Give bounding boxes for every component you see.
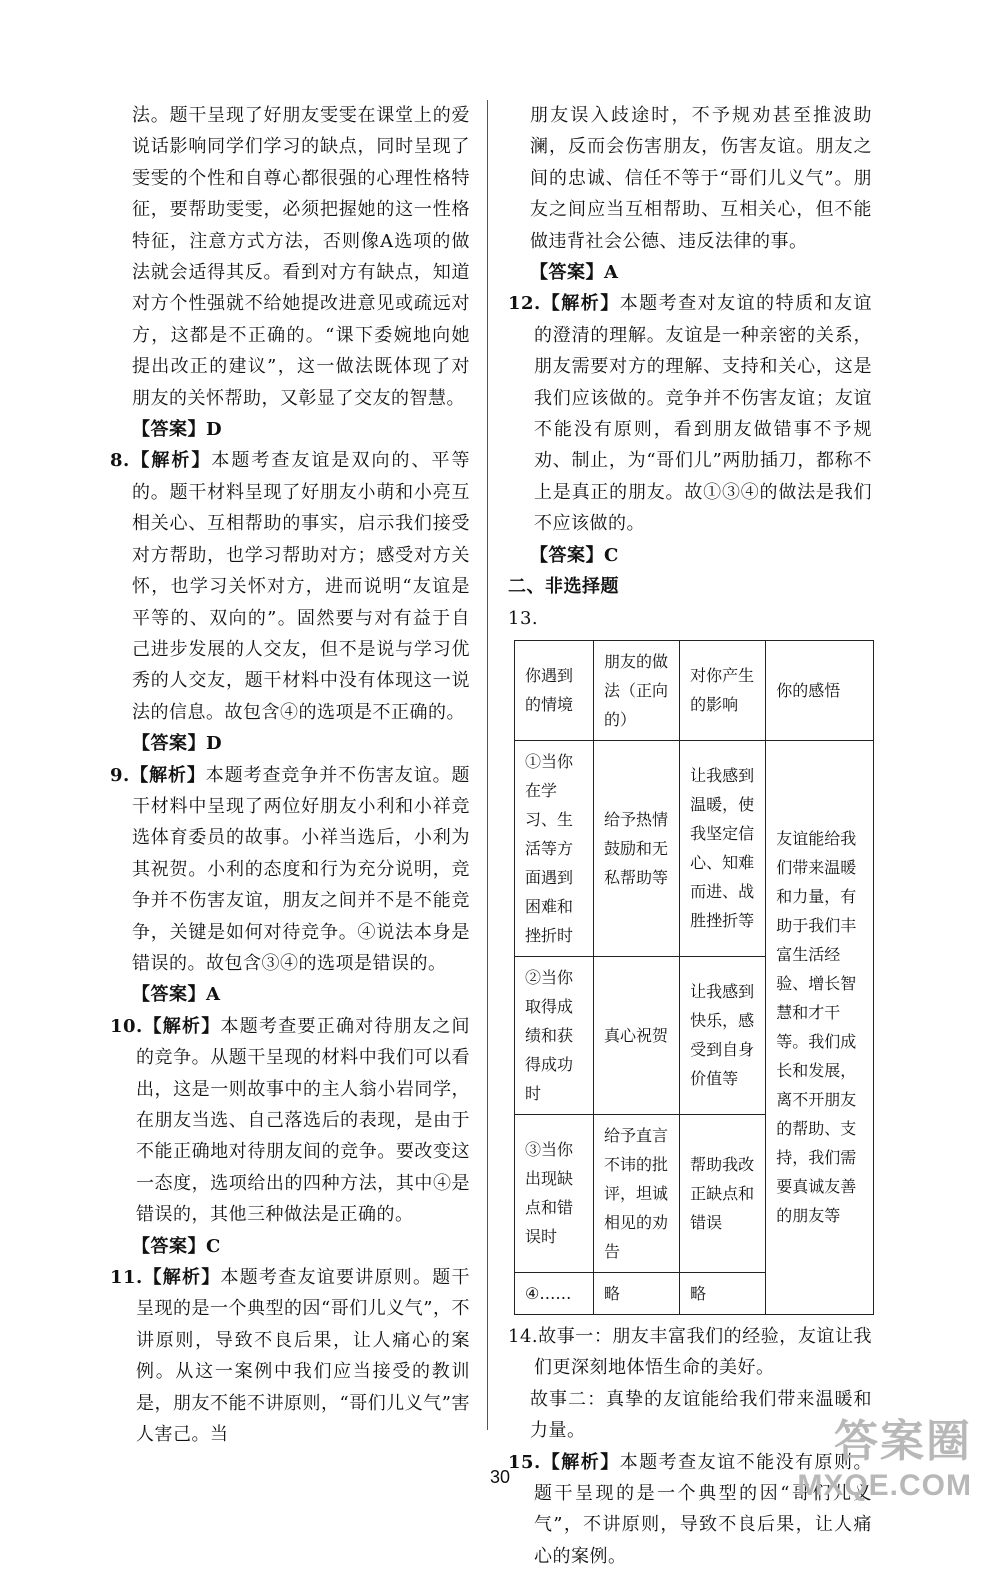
right-column [508,100,872,1572]
q11-answer: 【答案】A [530,262,619,284]
q11-explanation-continued: 朋友误入歧途时，不予规劝甚至推波助澜，反而会伤害朋友，伤害友谊。朋友之间的忠诚、信任不等于“哥们儿义气”。朋友之间应当互相帮助、互相关心，但不能做违背社会公德、违反法律的事。 [530,105,872,252]
table-cell: 让我感到快乐，感受到自身价值等 [680,956,766,1114]
table-cell: ④…… [515,1272,594,1314]
q10-answer: 【答案】C [132,1235,221,1257]
table-cell: 帮助我改正缺点和错误 [680,1114,766,1272]
q10-text: 本题考查要正确对待朋友之间的竞争。从题干呈现的材料中我们可以看出，这是一则故事中的主人翁小岩同学，在朋友当选、自己落选后的表现，是由于不能正确地对待朋友间的竞争。要改变这一态度，选项给出的四种方法，其中④是错误的，其他三种做法是正确的。 [136,1015,470,1226]
q12-explanation [508,288,872,539]
table-cell: 给予热情鼓励和无私帮助等 [593,740,679,956]
table-cell: ②当你取得成绩和获得成功时 [515,956,594,1114]
q10-label: 10.【解析】 [110,1015,221,1037]
table-cell: 给予直言不讳的批评，坦诚相见的劝告 [593,1114,679,1272]
q9-text: 本题考查竞争并不伤害友谊。题干材料中呈现了两位好朋友小利和小祥竞选体育委员的故事。小祥当选后，小利为其祝贺。小利的态度和行为充分说明，竞争并不伤害友谊，朋友之间并不是不能竞争，关键是如何对待竞争。④说法本身是错误的。故包含③④的选项是错误的。 [132,764,470,974]
q13-table [514,640,874,1315]
q11-text: 本题考查友谊要讲原则。题干呈现的是一个典型的因“哥们儿义气”，不讲原则，导致不良后果，让人痛心的案例。从这一案例中我们应当接受的教训是，朋友不能不讲原则，“哥们儿义气”害人害己。当 [136,1267,470,1446]
table-cell: 略 [680,1272,766,1314]
q9-explanation [110,760,470,980]
q15-label: 15.【解析】 [508,1451,620,1473]
table-header-cell: 对你产生的影响 [680,640,766,740]
q13-number: 13. [508,607,539,629]
table-cell: 略 [593,1272,679,1314]
q7-explanation-continued: 法。题干呈现了好朋友雯雯在课堂上的爱说话影响同学们学习的缺点，同时呈现了雯雯的个性和自尊心都很强的心理性格特征，要帮助雯雯，必须把握她的这一性格特征，注意方式方法，否则像A选项的做法就会适得其反。看到对方有缺点，知道对方个性强就不给她提改进意见或疏远对方，这都是不正确的。“课下委婉地向她提出改正的建议”，这一做法既体现了对朋友的关怀帮助，又彰显了交友的智慧。 [132,105,470,409]
q8-text: 本题考查友谊是双向的、平等的。题干材料呈现了好朋友小萌和小亮互相关心、互相帮助的事实，启示我们接受对方帮助，也学习帮助对方；感受对方关怀，也学习关怀对方，进而说明“友谊是平等的、双向的”。固然要与对有益于自己进步发展的人交友，但不是说与学习优秀的人交友，题干材料中没有体现这一说法的信息。故包含④的选项是不正确的。 [132,450,471,723]
section-heading: 二、非选择题 [508,576,619,598]
q7-answer: 【答案】D [132,419,223,441]
q9-answer: 【答案】A [132,984,221,1006]
q14-story-one: 14.故事一：朋友丰富我们的经验，友谊让我们更深刻地体悟生命的美好。 [508,1325,872,1379]
column-divider [487,100,488,1430]
q12-label: 12.【解析】 [508,293,620,315]
q15-text: 本题考查友谊不能没有原则。题干呈现的是一个典型的因“哥们儿义气”，不讲原则，导致不良后果，让人痛心的案例。 [534,1451,872,1567]
watermark [797,1405,972,1503]
q8-label: 8.【解析】 [110,450,212,472]
q12-text: 本题考查对友谊的特质和友谊的澄清的理解。友谊是一种亲密的关系，朋友需要对方的理解、支持和关心，这是我们应该做的。竞争并不伤害友谊；友谊不能没有原则，看到朋友做错事不予规劝、制止，为“哥们儿”两肋插刀，都称不上是真正的朋友。故①③④的做法是我们不应该做的。 [534,293,872,535]
q14-story-two: 故事二：真挚的友谊能给我们带来温暖和力量。 [530,1388,872,1442]
table-row [515,740,874,956]
page-number: 30 [489,1467,511,1487]
q12-answer: 【答案】C [530,544,619,566]
table-cell: 让我感到温暖，使我坚定信心、知难而进、战胜挫折等 [680,740,766,956]
q8-answer: 【答案】D [132,733,223,755]
table-cell: ③当你出现缺点和错误时 [515,1114,594,1272]
q11-label: 11.【解析】 [110,1267,221,1289]
table-header-cell: 你的感悟 [766,640,874,740]
table-header-row [515,640,874,740]
table-insight-cell: 友谊能给我们带来温暖和力量，有助于我们丰富生活经验、增长智慧和才干等。我们成长和发展，离不开朋友的帮助、支持，我们需要真诚友善的朋友等 [766,740,874,1314]
left-column [110,100,470,1450]
table-header-cell: 朋友的做法（正向的） [593,640,679,740]
q9-label: 9.【解析】 [110,764,206,786]
table-cell: ①当你在学习、生活等方面遇到困难和挫折时 [515,740,594,956]
q8-explanation [110,445,470,728]
watermark-en: MXQE.COM [797,1469,972,1502]
q11-explanation [110,1262,470,1450]
q10-explanation [110,1011,470,1231]
table-cell: 真心祝贺 [593,956,679,1114]
watermark-cn: 答案圈 [834,1417,972,1466]
table-header-cell: 你遇到的情境 [515,640,594,740]
